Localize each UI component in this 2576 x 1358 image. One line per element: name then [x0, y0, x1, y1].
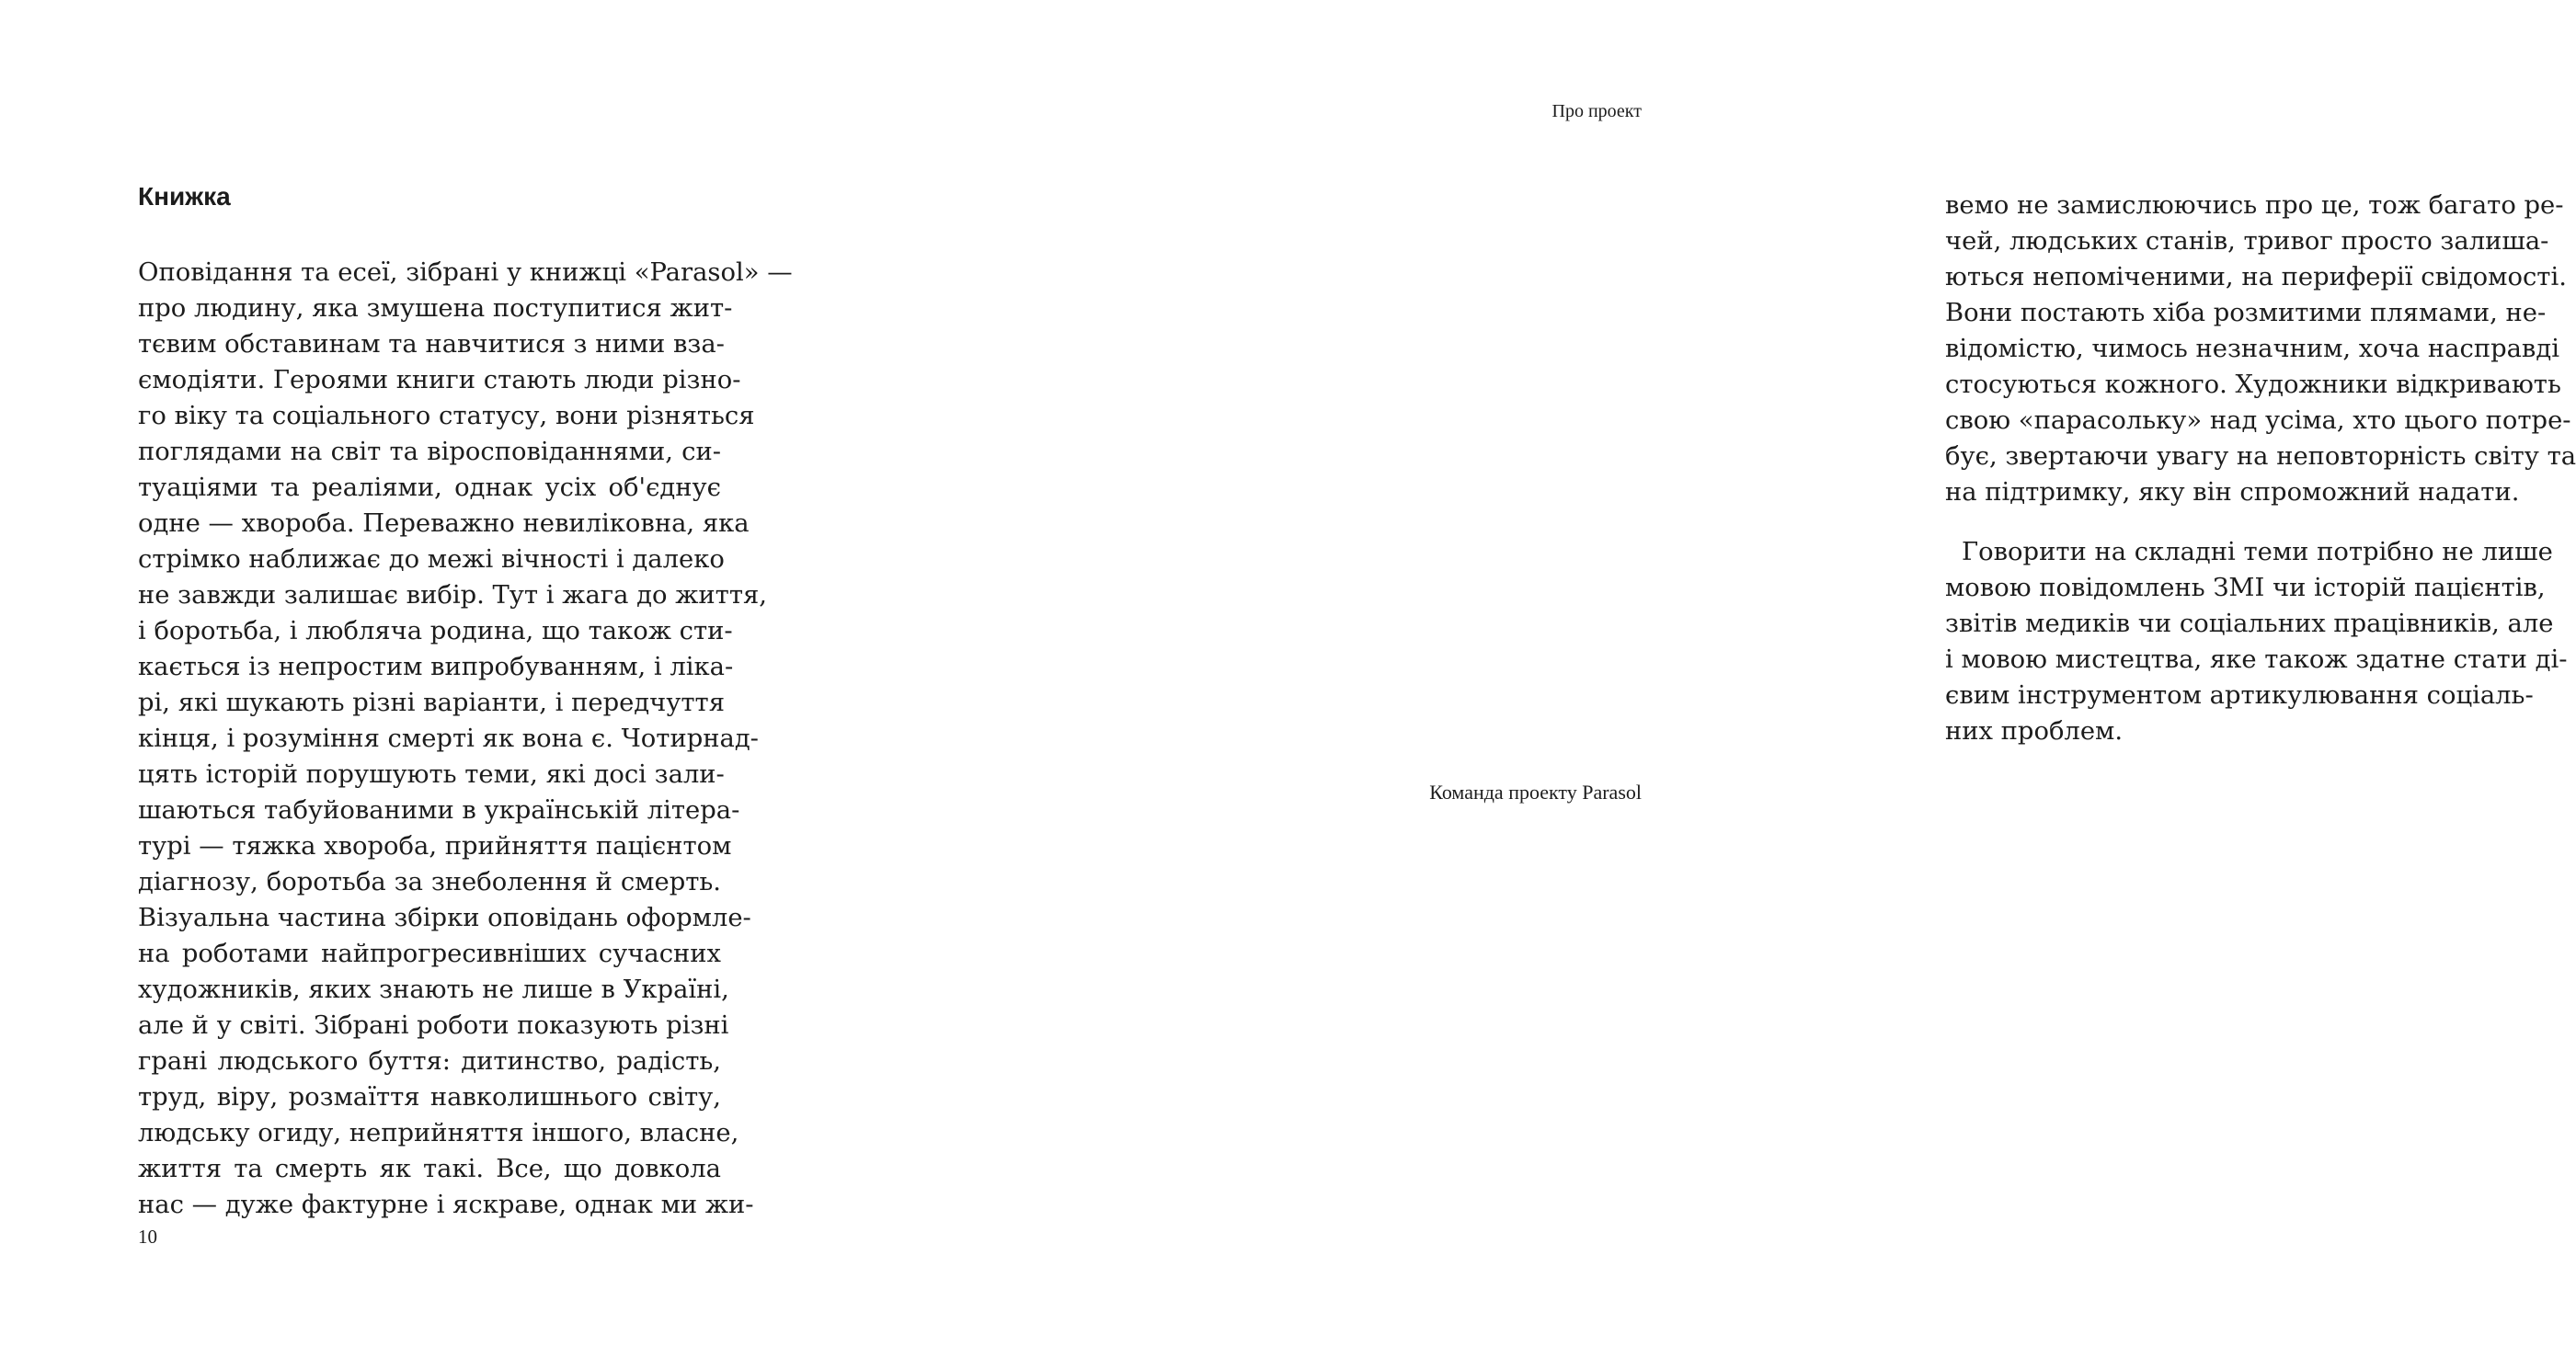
- text-line: них проблем.: [1945, 717, 2124, 746]
- text-line: цять історій порушують теми, які досі зали-: [138, 760, 725, 789]
- text-line: про людину, яка змушена поступитися жит-: [138, 294, 733, 323]
- text-line: поглядами на світ та віросповіданнями, си-: [138, 438, 721, 466]
- text-line: на підтримку, яку він спроможний надати.: [1945, 478, 2520, 507]
- text-line: звітів медиків чи соціальних працівників, але: [1945, 610, 2554, 638]
- text-line: на роботами найпрогресивніших сучасних: [138, 940, 721, 968]
- text-line: мовою повідомлень ЗМІ чи історій пацієнтів,: [1945, 574, 2546, 602]
- text-line: ються непоміченими, на периферії свідомості.: [1945, 263, 2567, 291]
- text-line: вемо не замислюючись про це, тож багато ре-: [1945, 191, 2564, 220]
- text-line: Вони постають хіба розмитими плямами, не-: [1945, 299, 2547, 327]
- text-line: рі, які шукають різні варіанти, і передчуття: [138, 689, 725, 717]
- text-line: художників, яких знають не лише в Україні,: [138, 976, 729, 1004]
- section-heading: Книжка: [138, 182, 231, 211]
- text-line: стосуються кожного. Художники відкривають: [1945, 371, 2561, 399]
- text-line: але й у світі. Зібрані роботи показують різні: [138, 1011, 729, 1040]
- text-line: одне — хвороба. Переважно невиліковна, яка: [138, 509, 750, 538]
- text-line: не завжди залишає вибір. Тут і жага до життя,: [138, 581, 767, 610]
- text-line: євим інструментом артикулювання соціаль-: [1945, 681, 2534, 710]
- text-line: туаціями та реаліями, однак усіх об'єднує: [138, 474, 721, 502]
- text-line: і мовою мистецтва, яке також здатне стати ді-: [1945, 645, 2568, 674]
- text-line: грані людського буття: дитинство, радість,: [138, 1047, 721, 1076]
- text-line: труд, віру, розмаїття навколишнього світу,: [138, 1083, 721, 1112]
- text-line: Говорити на складні теми потрібно не лише: [1962, 538, 2553, 566]
- text-line: і боротьба, і любляча родина, що також сти-: [138, 617, 733, 645]
- left-page: [0, 0, 883, 1358]
- text-line: Візуальна частина збірки оповідань оформле-: [138, 904, 751, 932]
- text-line: го віку та соціального статусу, вони різняться: [138, 402, 755, 430]
- page-number: 10: [138, 1226, 157, 1248]
- text-line: людську огиду, неприйняття іншого, власне,: [138, 1119, 739, 1147]
- running-head: Про проект: [1551, 101, 1642, 121]
- text-line: Оповідання та есеї, зібрані у книжці «Parasol» —: [138, 258, 793, 287]
- text-line: відомістю, чимось незначним, хоча насправді: [1945, 335, 2559, 363]
- right-paragraph-2: [1945, 534, 2568, 749]
- text-line: діагнозу, боротьба за знеболення й смерть.: [138, 868, 721, 896]
- text-line: бує, звертаючи увагу на неповторність світу та: [1945, 442, 2576, 471]
- text-line: шаються табуйованими в українській літера-: [138, 796, 740, 825]
- text-line: чей, людських станів, тривог просто залиша-: [1945, 227, 2549, 256]
- right-paragraph-1: [1945, 188, 2576, 510]
- text-line: кається із непростим випробуванням, і ліка-: [138, 653, 734, 681]
- text-line: ємодіяти. Героями книги стають люди різно-: [138, 366, 741, 394]
- text-line: стрімко наближає до межі вічності і далеко: [138, 545, 725, 574]
- signature: Команда проекту Parasol: [1429, 781, 1642, 804]
- left-body-text: [138, 255, 793, 1223]
- right-page: [883, 0, 2576, 1358]
- text-line: життя та смерть як такі. Все, що довкола: [138, 1155, 721, 1183]
- text-line: тєвим обставинам та навчитися з ними вза-: [138, 330, 725, 359]
- text-line: нас — дуже фактурне і яскраве, однак ми жи-: [138, 1191, 754, 1219]
- text-line: свою «парасольку» над усіма, хто цього потре-: [1945, 406, 2571, 435]
- text-line: турі — тяжка хвороба, прийняття пацієнтом: [138, 832, 732, 861]
- text-line: кінця, і розуміння смерті як вона є. Чотирнад-: [138, 725, 759, 753]
